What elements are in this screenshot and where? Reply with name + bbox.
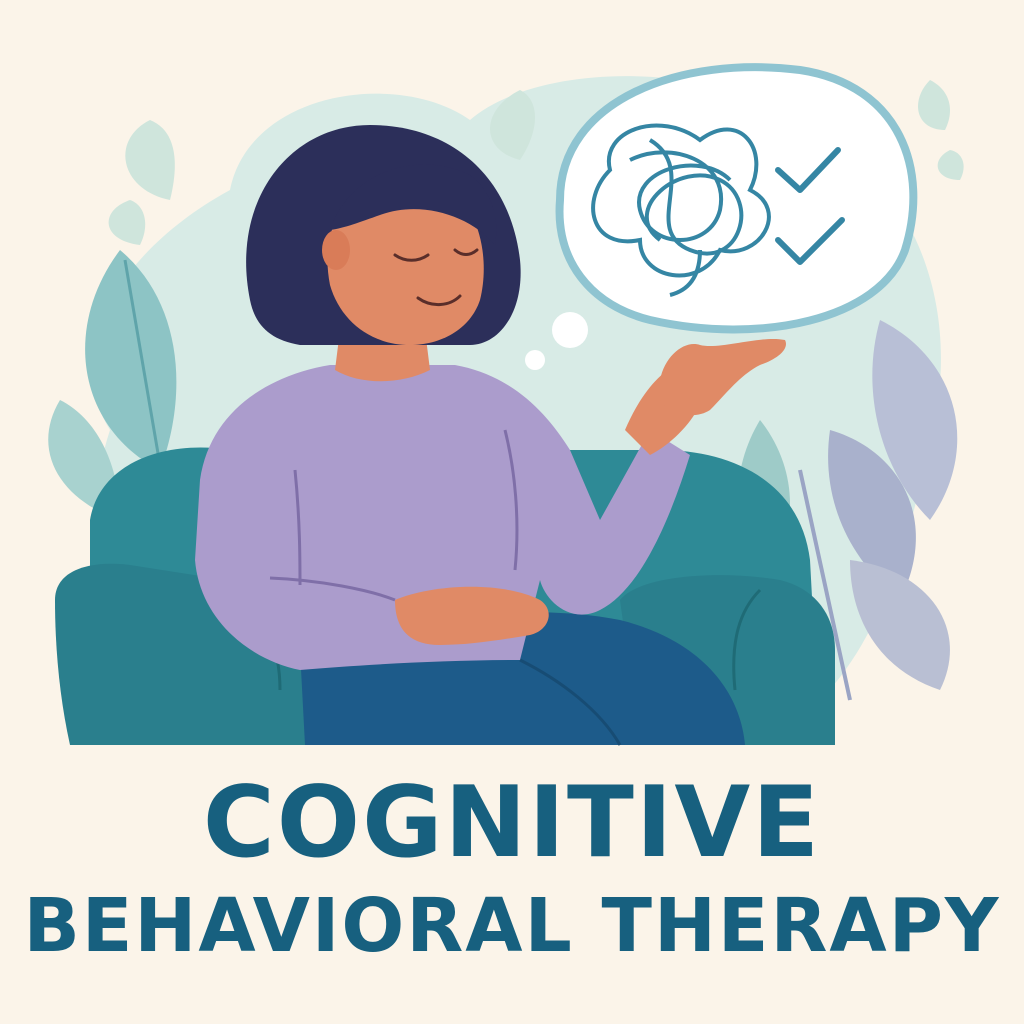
title-line-1: COGNITIVE — [202, 766, 822, 880]
title-line-2: BEHAVIORAL THERAPY — [23, 883, 1001, 969]
